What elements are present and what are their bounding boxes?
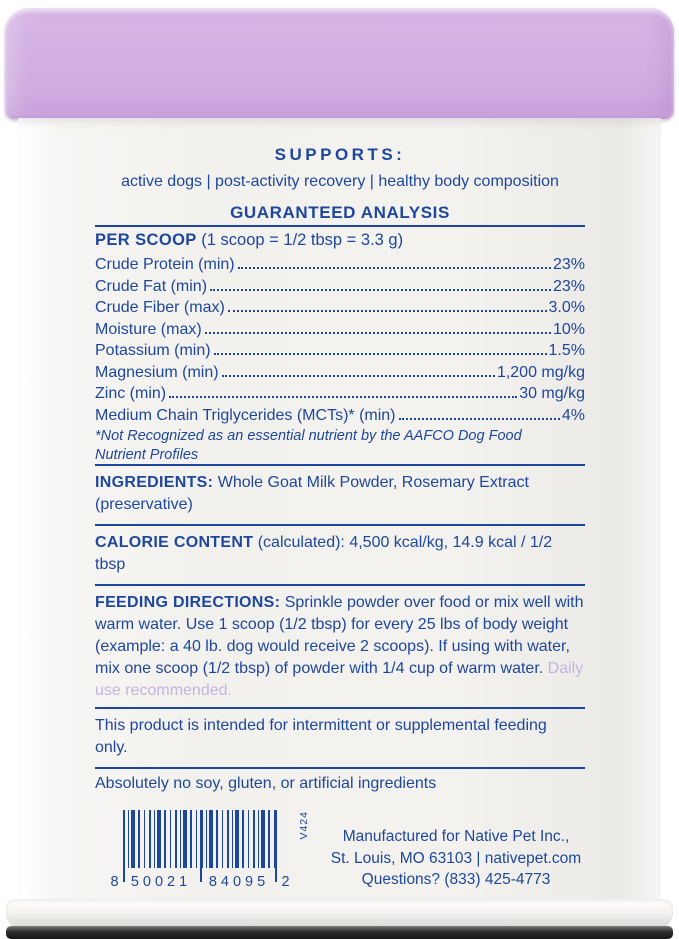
section-divider	[95, 464, 585, 466]
nutrient-name: Crude Fat (min)	[95, 277, 208, 295]
section-divider	[95, 707, 585, 709]
container-base-shadow	[6, 926, 673, 939]
dot-leader	[228, 310, 547, 312]
nutrient-value: 23%	[552, 256, 585, 273]
barcode-version-code: V424	[298, 811, 310, 840]
dot-leader	[205, 332, 551, 334]
dot-leader	[214, 353, 547, 355]
nutrient-name: Crude Fiber (max)	[95, 299, 225, 316]
dot-leader	[399, 418, 560, 420]
back-label	[95, 118, 585, 908]
no-artificial-claim: Absolutely no soy, gluten, or artificial ingredients	[95, 775, 437, 792]
section-divider	[95, 524, 585, 526]
manufacturer-info	[323, 826, 589, 891]
manufacturer-line: Questions? (833) 425-4773	[361, 871, 551, 888]
barcode-group-2: 84095	[208, 874, 270, 890]
nutrient-value: 3.0%	[548, 299, 585, 316]
per-scoop-detail: (1 scoop = 1/2 tbsp = 3.3 g)	[196, 231, 404, 249]
manufacturer-line: Manufactured for Native Pet Inc.,	[342, 828, 570, 845]
calorie-content-section	[95, 532, 575, 576]
analysis-table	[95, 254, 585, 426]
intermittent-feeding-note: This product is intended for intermittent or supplemental feeding only.	[95, 717, 547, 756]
dot-leader	[222, 375, 495, 377]
section-divider	[95, 767, 585, 769]
analysis-row	[95, 297, 585, 319]
supports-heading: SUPPORTS:	[274, 145, 406, 164]
analysis-row	[95, 319, 585, 341]
analysis-row	[95, 405, 585, 427]
barcode-right-digit: 2	[281, 874, 290, 890]
analysis-row	[95, 276, 585, 298]
nutrient-value: 1.5%	[548, 342, 585, 359]
per-scoop-label: PER SCOOP	[95, 231, 197, 249]
supports-tagline: active dogs | post-activity recovery | healthy body composition	[121, 173, 559, 190]
container-lid	[5, 8, 674, 119]
aafco-footnote: *Not Recognized as an essential nutrient by the AAFCO Dog Food Nutrient Profiles	[95, 428, 522, 463]
nutrient-value: 1,200 mg/kg	[496, 363, 585, 381]
feeding-text: Sprinkle powder over food or mix well with warm water. Use 1 scoop (1/2 tbsp) for every 25 lbs of body weight (example: a 40 lb. dog would receive 2 scoops). If using with water, mix one scoop (1/2 tbsp) of powder with 1/4 cup of warm water.	[95, 594, 584, 677]
nutrient-value: 10%	[552, 320, 585, 338]
ingredients-label: INGREDIENTS:	[95, 474, 214, 491]
dot-leader	[210, 289, 551, 291]
feeding-highlight: Daily use recommended.	[95, 660, 584, 699]
feeding-directions-section	[95, 592, 587, 702]
manufacturer-line: St. Louis, MO 63103 | nativepet.com	[330, 849, 582, 867]
calorie-label: CALORIE CONTENT	[95, 534, 254, 551]
dot-leader	[169, 396, 517, 398]
barcode-left-digit: 8	[110, 874, 119, 890]
container-base	[6, 899, 673, 929]
nutrient-name: Moisture (max)	[95, 320, 202, 338]
dot-leader	[238, 267, 551, 269]
nutrient-name: Crude Protein (min)	[95, 256, 235, 273]
nutrient-name: Zinc (min)	[95, 385, 167, 402]
section-divider	[95, 225, 585, 227]
analysis-row	[95, 340, 585, 362]
calorie-text: (calculated): 4,500 kcal/kg, 14.9 kcal / 1/2 tbsp	[95, 534, 553, 573]
ingredients-section	[95, 472, 585, 516]
nutrient-value: 30 mg/kg	[519, 385, 585, 402]
section-divider	[95, 584, 585, 586]
container-body	[18, 118, 661, 908]
feeding-label: FEEDING DIRECTIONS:	[95, 594, 281, 611]
nutrient-name: Potassium (min)	[95, 342, 211, 359]
analysis-row	[95, 383, 585, 405]
barcode-group-1: 50021	[130, 874, 192, 890]
barcode	[107, 808, 293, 890]
analysis-row	[95, 254, 585, 276]
guaranteed-analysis-heading: GUARANTEED ANALYSIS	[230, 203, 450, 222]
nutrient-value: 23%	[552, 277, 585, 295]
analysis-row	[95, 362, 585, 384]
barcode-digits	[107, 870, 293, 890]
nutrient-value: 4%	[561, 406, 585, 424]
nutrient-name: Medium Chain Triglycerides (MCTs)* (min)	[95, 406, 396, 424]
ingredients-text: Whole Goat Milk Powder, Rosemary Extract (preservative)	[95, 474, 529, 513]
per-scoop-line	[95, 231, 585, 250]
nutrient-name: Magnesium (min)	[95, 363, 219, 381]
